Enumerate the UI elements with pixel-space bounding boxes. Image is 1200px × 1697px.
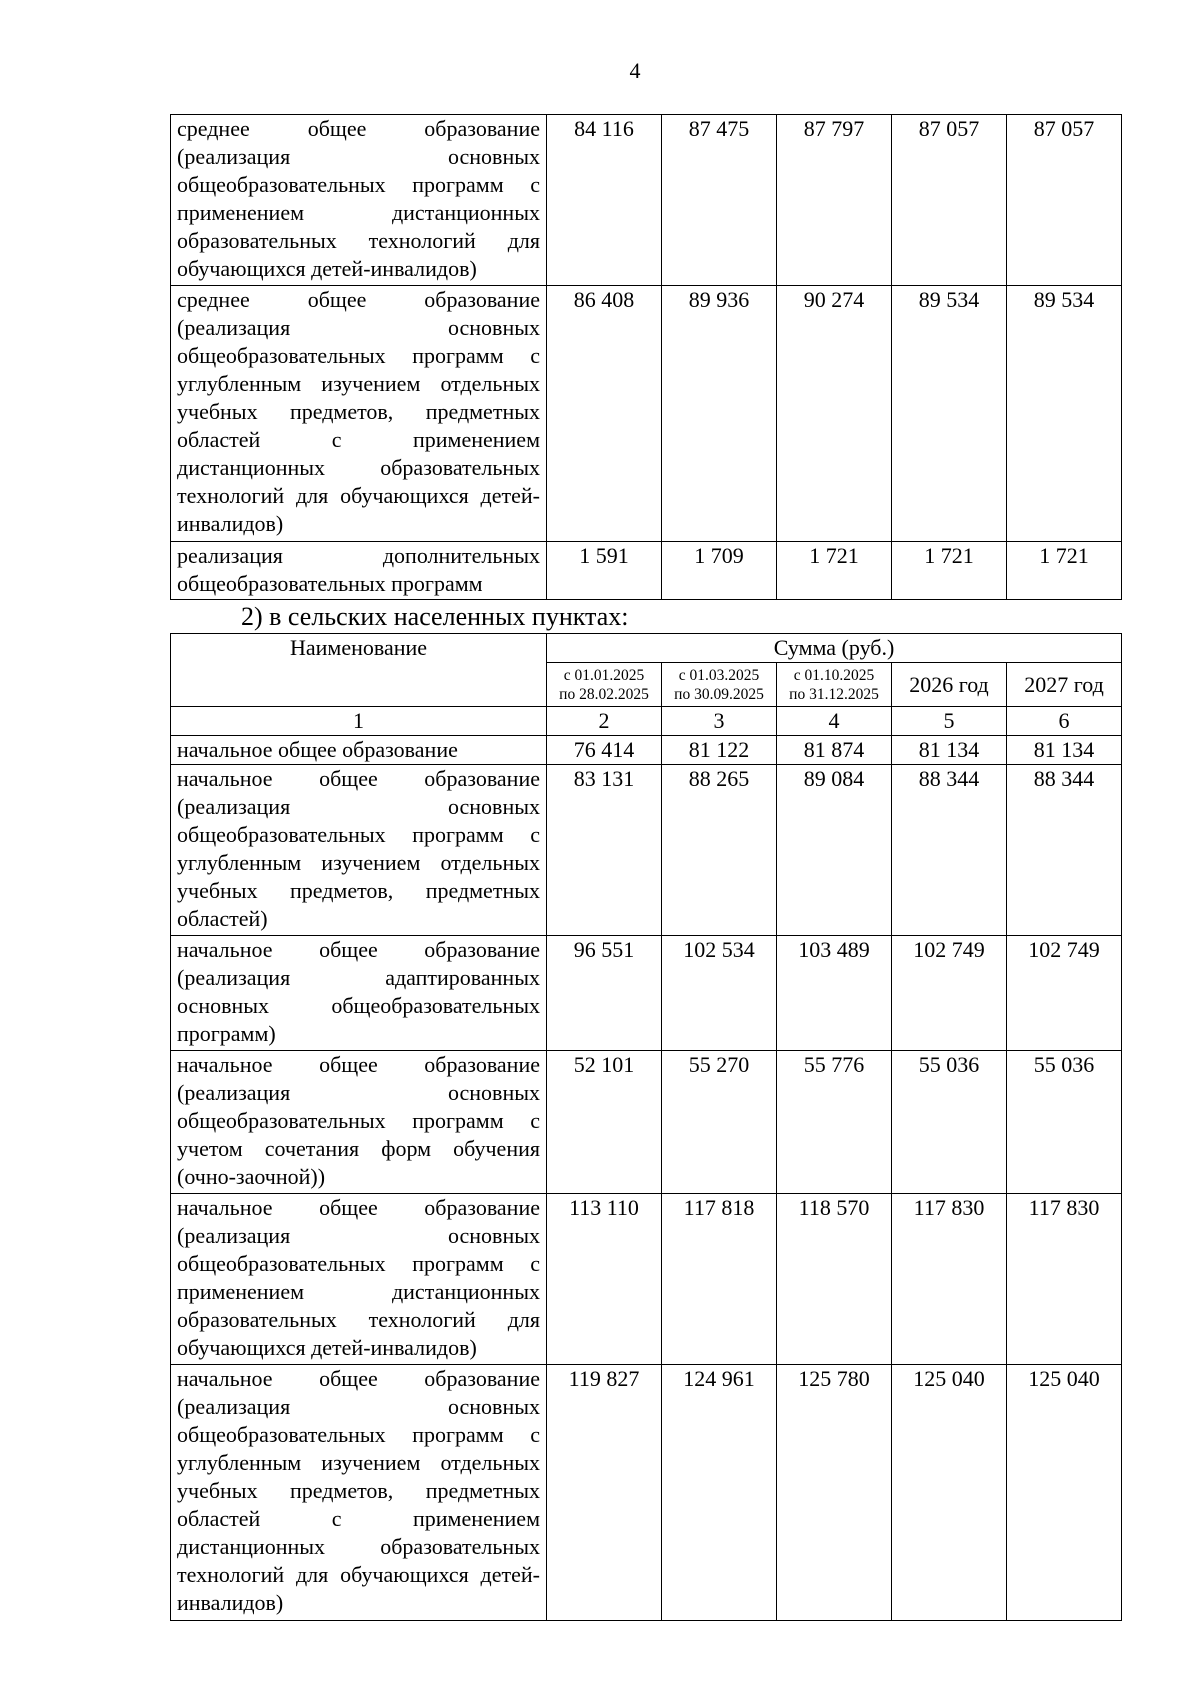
value-cell: 83 131 — [547, 765, 662, 936]
value-cell: 88 344 — [1007, 765, 1122, 936]
value-cell: 102 534 — [662, 936, 777, 1051]
row-name: начальное общее образование (реализация основных общеобразовательных программ с углубленным изучением отдельных учебных предметов, предметных областей с применением дистанционных образовательных технологий для обучающихся детей-инвалидов) — [171, 1365, 547, 1621]
value-cell: 55 036 — [1007, 1051, 1122, 1194]
value-cell: 89 936 — [662, 286, 777, 542]
value-cell: 81 134 — [892, 736, 1007, 765]
value-cell: 117 818 — [662, 1194, 777, 1365]
value-cell: 117 830 — [1007, 1194, 1122, 1365]
table-row — [171, 542, 1122, 600]
table-row — [171, 115, 1122, 286]
value-cell: 118 570 — [777, 1194, 892, 1365]
column-number: 6 — [1007, 707, 1122, 736]
row-name: начальное общее образование — [171, 736, 547, 765]
value-cell: 90 274 — [777, 286, 892, 542]
row-name: начальное общее образование (реализация основных общеобразовательных программ с применением дистанционных образовательных технологий для обучающихся детей-инвалидов) — [171, 1194, 547, 1365]
value-cell: 1 721 — [892, 542, 1007, 600]
value-cell: 125 040 — [1007, 1365, 1122, 1621]
row-name: начальное общее образование (реализация основных общеобразовательных программ с учетом сочетания форм обучения (очно-заочной)) — [171, 1051, 547, 1194]
column-number: 3 — [662, 707, 777, 736]
value-cell: 119 827 — [547, 1365, 662, 1621]
section-heading: 2) в сельских населенных пунктах: — [241, 602, 629, 631]
table-row — [171, 1194, 1122, 1365]
row-name: среднее общее образование (реализация основных общеобразовательных программ с углубленным изучением отдельных учебных предметов, предметных областей с применением дистанционных образовательных технологий для обучающихся детей-инвалидов) — [171, 286, 547, 542]
column-number: 2 — [547, 707, 662, 736]
row-name: начальное общее образование (реализация адаптированных основных общеобразовательных программ) — [171, 936, 547, 1051]
table-row — [171, 286, 1122, 542]
value-cell: 125 780 — [777, 1365, 892, 1621]
period-start: с 01.10.2025 — [793, 667, 875, 684]
period-start: с 01.01.2025 — [563, 667, 645, 684]
value-cell: 87 057 — [892, 115, 1007, 286]
value-cell: 86 408 — [547, 286, 662, 542]
year-header: 2026 год — [892, 663, 1007, 707]
row-name: среднее общее образование (реализация основных общеобразовательных программ с применением дистанционных образовательных технологий для обучающихся детей-инвалидов) — [171, 115, 547, 286]
value-cell: 102 749 — [892, 936, 1007, 1051]
table-row — [171, 765, 1122, 936]
value-cell: 89 534 — [1007, 286, 1122, 542]
table-row — [171, 736, 1122, 765]
value-cell: 55 270 — [662, 1051, 777, 1194]
value-cell: 52 101 — [547, 1051, 662, 1194]
period-header — [777, 663, 892, 707]
column-number-row — [171, 707, 1122, 736]
value-cell: 125 040 — [892, 1365, 1007, 1621]
period-end: по 31.12.2025 — [789, 686, 879, 703]
row-name: начальное общее образование (реализация основных общеобразовательных программ с углубленным изучением отдельных учебных предметов, предметных областей) — [171, 765, 547, 936]
value-cell: 1 721 — [777, 542, 892, 600]
period-end: по 28.02.2025 — [559, 686, 649, 703]
value-cell: 89 084 — [777, 765, 892, 936]
table-row — [171, 1365, 1122, 1621]
value-cell: 87 797 — [777, 115, 892, 286]
value-cell: 84 116 — [547, 115, 662, 286]
value-cell: 1 709 — [662, 542, 777, 600]
header-sum: Сумма (руб.) — [547, 634, 1122, 663]
value-cell: 81 134 — [1007, 736, 1122, 765]
value-cell: 1 591 — [547, 542, 662, 600]
value-cell: 76 414 — [547, 736, 662, 765]
table-row — [171, 936, 1122, 1051]
value-cell: 102 749 — [1007, 936, 1122, 1051]
page-number: 4 — [629, 58, 641, 83]
period-header — [547, 663, 662, 707]
value-cell: 87 475 — [662, 115, 777, 286]
value-cell: 124 961 — [662, 1365, 777, 1621]
period-end: по 30.09.2025 — [674, 686, 764, 703]
value-cell: 113 110 — [547, 1194, 662, 1365]
urban-continuation-table — [170, 114, 1122, 600]
column-number: 5 — [892, 707, 1007, 736]
header-row — [171, 634, 1122, 663]
value-cell: 88 265 — [662, 765, 777, 936]
row-name: реализация дополнительных общеобразовательных программ — [171, 542, 547, 600]
value-cell: 117 830 — [892, 1194, 1007, 1365]
value-cell: 55 036 — [892, 1051, 1007, 1194]
column-number: 1 — [171, 707, 547, 736]
column-number: 4 — [777, 707, 892, 736]
value-cell: 81 122 — [662, 736, 777, 765]
value-cell: 89 534 — [892, 286, 1007, 542]
value-cell: 88 344 — [892, 765, 1007, 936]
header-name: Наименование — [171, 634, 547, 707]
year-header: 2027 год — [1007, 663, 1122, 707]
rural-settlements-table — [170, 633, 1122, 1621]
value-cell: 55 776 — [777, 1051, 892, 1194]
value-cell: 1 721 — [1007, 542, 1122, 600]
value-cell: 81 874 — [777, 736, 892, 765]
value-cell: 87 057 — [1007, 115, 1122, 286]
period-header — [662, 663, 777, 707]
value-cell: 96 551 — [547, 936, 662, 1051]
value-cell: 103 489 — [777, 936, 892, 1051]
table-row — [171, 1051, 1122, 1194]
period-start: с 01.03.2025 — [678, 667, 760, 684]
